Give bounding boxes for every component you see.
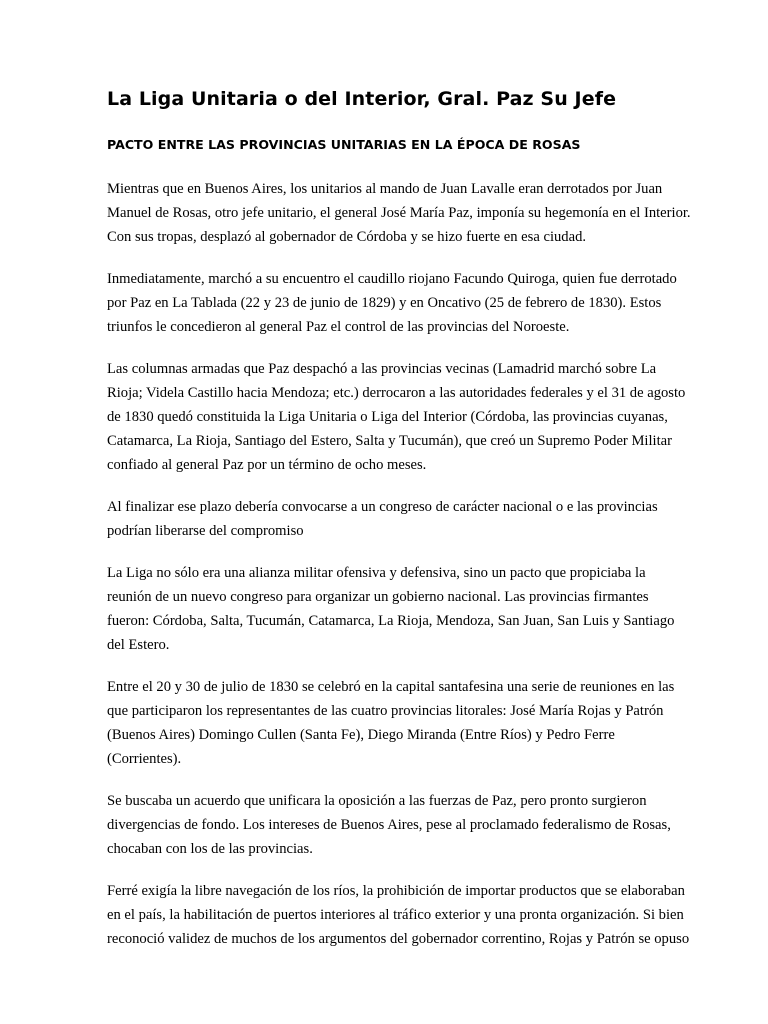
paragraph (107, 357, 686, 477)
paragraph-line: (Buenos Aires) Domingo Cullen (Santa Fe), Diego Miranda (Entre Ríos) y Pedro Ferre (107, 727, 615, 743)
paragraph (107, 879, 690, 951)
paragraph (107, 267, 677, 339)
document-title: La Liga Unitaria o del Interior, Gral. Paz Su Jefe (107, 88, 617, 110)
paragraph-line: Inmediatamente, marchó a su encuentro el caudillo riojano Facundo Quiroga, quien fue derrotado (107, 271, 677, 287)
paragraph-line: reconoció validez de muchos de los argumentos del gobernador correntino, Rojas y Patrón se opuso (107, 931, 690, 947)
paragraph-line: Entre el 20 y 30 de julio de 1830 se celebró en la capital santafesina una serie de reuniones en las (107, 679, 675, 695)
paragraph-line: (Corrientes). (107, 751, 182, 767)
paragraph-line: Ferré exigía la libre navegación de los ríos, la prohibición de importar productos que se elaboraban (107, 883, 685, 899)
paragraph-line: Mientras que en Buenos Aires, los unitarios al mando de Juan Lavalle eran derrotados por Juan (107, 181, 663, 197)
paragraph (107, 177, 691, 249)
paragraph-line: La Liga no sólo era una alianza militar ofensiva y defensiva, sino un pacto que propiciaba la (107, 565, 646, 581)
paragraph (107, 789, 671, 861)
paragraph-line: podrían liberarse del compromiso (107, 523, 304, 539)
paragraph-line: confiado al general Paz por un término de ocho meses. (107, 457, 427, 473)
paragraph-line: Las columnas armadas que Paz despachó a las provincias vecinas (Lamadrid marchó sobre La (107, 361, 657, 377)
document-body (107, 177, 691, 969)
document-subtitle: PACTO ENTRE LAS PROVINCIAS UNITARIAS EN LA ÉPOCA DE ROSAS (107, 137, 581, 152)
paragraph-line: triunfos le concedieron al general Paz el control de las provincias del Noroeste. (107, 319, 570, 335)
paragraph-line: divergencias de fondo. Los intereses de Buenos Aires, pese al proclamado federalismo de Rosas, (107, 817, 671, 833)
paragraph-line: Con sus tropas, desplazó al gobernador de Córdoba y se hizo fuerte en esa ciudad. (107, 229, 587, 245)
paragraph-line: Rioja; Videla Castillo hacia Mendoza; etc.) derrocaron a las autoridades federales y el 31 de agosto (107, 385, 686, 401)
paragraph-line: Al finalizar ese plazo debería convocarse a un congreso de carácter nacional o e las provincias (107, 499, 658, 515)
paragraph-line: Manuel de Rosas, otro jefe unitario, el general José María Paz, imponía su hegemonía en el Interior. (107, 205, 691, 221)
paragraph (107, 675, 675, 771)
paragraph (107, 495, 667, 543)
paragraph-line: Catamarca, La Rioja, Santiago del Estero, Salta y Tucumán), que creó un Supremo Poder Militar (107, 433, 672, 449)
paragraph-line: reunión de un nuevo congreso para organizar un gobierno nacional. Las provincias firmantes (107, 589, 649, 605)
paragraph (107, 561, 675, 657)
paragraph-line: por Paz en La Tablada (22 y 23 de junio de 1829) y en Oncativo (25 de febrero de 1830). Estos (107, 295, 662, 311)
paragraph-line: del Estero. (107, 637, 170, 653)
paragraph-line: fueron: Córdoba, Salta, Tucumán, Catamarca, La Rioja, Mendoza, San Juan, San Luis y Santiago (107, 613, 675, 629)
paragraph-line: de 1830 quedó constituida la Liga Unitaria o Liga del Interior (Córdoba, las provincias cuyanas, (107, 409, 668, 425)
paragraph-line: chocaban con los de las provincias. (107, 841, 313, 857)
paragraph-line: en el país, la habilitación de puertos interiores al tráfico exterior y una pronta organización. Si bien (107, 907, 684, 923)
paragraph-line: que participaron los representantes de las cuatro provincias litorales: José María Rojas y Patrón (107, 703, 664, 719)
paragraph-line: Se buscaba un acuerdo que unificara la oposición a las fuerzas de Paz, pero pronto surgieron (107, 793, 647, 809)
